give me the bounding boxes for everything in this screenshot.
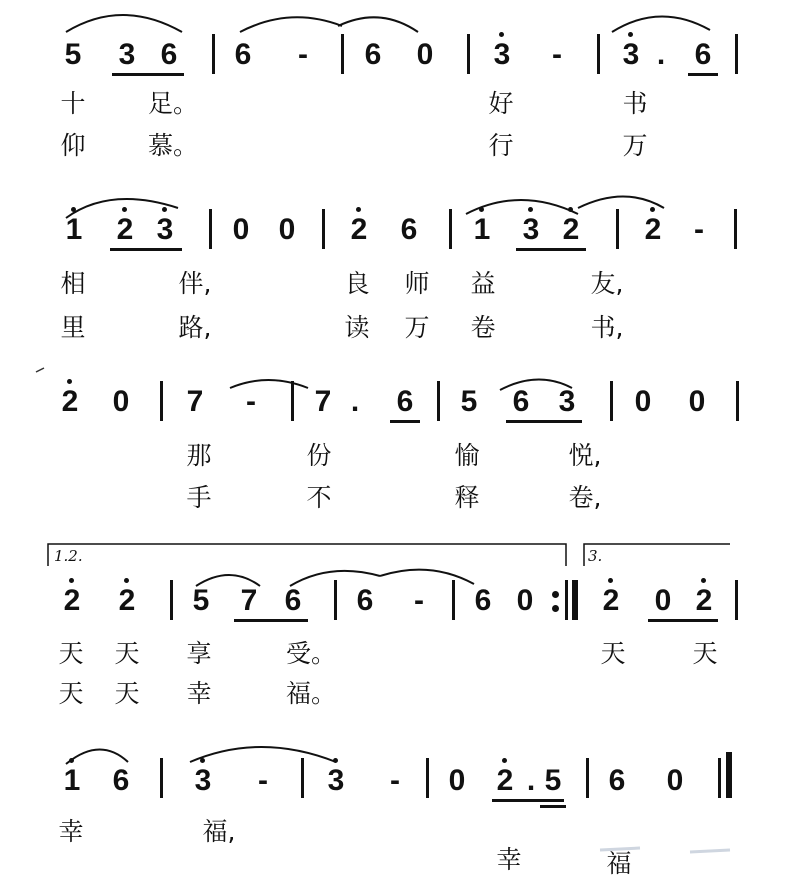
note: 3	[558, 385, 576, 418]
barline	[734, 209, 737, 249]
lyric: 那	[186, 441, 212, 470]
lyric: 天	[114, 679, 140, 708]
lyric: 幸	[186, 679, 212, 708]
note: 6	[608, 764, 626, 797]
note: 3	[194, 764, 212, 797]
barline	[616, 209, 619, 249]
note: -	[246, 385, 256, 418]
high-octave-dot	[333, 758, 338, 763]
lyric: 手	[186, 483, 212, 512]
lyric: 足。	[148, 89, 199, 118]
note: -	[258, 764, 268, 797]
note: 3	[118, 38, 136, 71]
barline	[426, 758, 429, 798]
barline	[735, 34, 738, 74]
barline	[341, 34, 344, 74]
lyric: 悦,	[568, 441, 602, 470]
barline	[334, 580, 337, 620]
note: 7	[186, 385, 204, 418]
note: 6	[160, 38, 178, 71]
lyric: 天	[58, 639, 84, 668]
note: 5	[460, 385, 478, 418]
high-octave-dot	[701, 578, 706, 583]
note: -	[298, 38, 308, 71]
note: 7	[240, 584, 258, 617]
note: 3	[522, 213, 540, 246]
high-octave-dot	[528, 207, 533, 212]
barline	[212, 34, 215, 74]
note: 0	[666, 764, 684, 797]
note: 3	[622, 38, 640, 71]
barline	[209, 209, 212, 249]
lyric: 书,	[590, 313, 624, 342]
volta-bracket-1	[48, 544, 566, 566]
lyric: 幸	[496, 845, 522, 874]
note: 6	[474, 584, 492, 617]
note: 6	[694, 38, 712, 71]
barline	[301, 758, 304, 798]
note: 1	[473, 213, 491, 246]
lyric: 福,	[202, 817, 236, 846]
note: 6	[234, 38, 252, 71]
note: 0	[654, 584, 672, 617]
tie-arc	[338, 17, 418, 32]
high-octave-dot	[200, 758, 205, 763]
underline	[516, 248, 586, 251]
note: 0	[416, 38, 434, 71]
high-octave-dot	[67, 379, 72, 384]
note: 6	[284, 584, 302, 617]
lyric: 卷,	[568, 483, 602, 512]
lyric: 愉	[454, 441, 480, 470]
high-octave-dot	[650, 207, 655, 212]
note: -	[694, 213, 704, 246]
lyric: 里	[60, 313, 86, 342]
note: 6	[112, 764, 130, 797]
dotted-note-mark: .	[526, 764, 536, 797]
barline	[586, 758, 589, 798]
high-octave-dot	[69, 758, 74, 763]
note: 0	[634, 385, 652, 418]
barline	[291, 381, 294, 421]
lyric: 仰	[60, 131, 86, 160]
tie-arc	[380, 570, 474, 584]
note: -	[390, 764, 400, 797]
lyric: 福	[606, 849, 632, 878]
note: 2	[350, 213, 368, 246]
note: 0	[112, 385, 130, 418]
underline	[112, 73, 184, 76]
high-octave-dot	[479, 207, 484, 212]
note: 5	[192, 584, 210, 617]
barline	[160, 758, 163, 798]
high-octave-dot	[502, 758, 507, 763]
lyric: 卷	[470, 313, 496, 342]
barline	[160, 381, 163, 421]
lyric: 幸	[58, 817, 84, 846]
barline	[467, 34, 470, 74]
note: 2	[118, 584, 136, 617]
lyric: 受。	[286, 639, 337, 668]
underline	[492, 799, 564, 802]
note: 2	[562, 213, 580, 246]
lyric: 益	[470, 269, 496, 298]
lyric: 十	[60, 89, 86, 118]
note: 1	[63, 764, 81, 797]
note: 0	[516, 584, 534, 617]
lyric: 师	[404, 269, 430, 298]
high-octave-dot	[71, 207, 76, 212]
barline	[452, 580, 455, 620]
underline	[648, 619, 718, 622]
barline	[322, 209, 325, 249]
high-octave-dot	[568, 207, 573, 212]
note: 0	[278, 213, 296, 246]
note: 6	[396, 385, 414, 418]
lyric: 福。	[286, 679, 337, 708]
volta-label-2: 3.	[588, 547, 603, 565]
note: 2	[602, 584, 620, 617]
lyric: 释	[454, 483, 480, 512]
underline	[234, 619, 308, 622]
high-octave-dot	[628, 32, 633, 37]
note: 6	[512, 385, 530, 418]
high-octave-dot	[124, 578, 129, 583]
note: 2	[695, 584, 713, 617]
note: 2	[61, 385, 79, 418]
lyric: 份	[306, 441, 332, 470]
barline	[736, 381, 739, 421]
underline	[540, 805, 566, 808]
slur-arc	[66, 15, 182, 32]
note: 0	[448, 764, 466, 797]
note: 6	[356, 584, 374, 617]
lyric: 友,	[590, 269, 624, 298]
underline	[506, 420, 582, 423]
lyric: 天	[114, 639, 140, 668]
high-octave-dot	[69, 578, 74, 583]
volta-bracket-2	[584, 544, 730, 566]
note: 2	[644, 213, 662, 246]
barline	[437, 381, 440, 421]
barline	[449, 209, 452, 249]
repeat-dot	[552, 591, 559, 598]
lyric: 良	[344, 269, 370, 298]
lyric: 万	[622, 131, 648, 160]
lyric: 相	[60, 269, 86, 298]
final-barline-thick	[726, 752, 732, 798]
note: 3	[493, 38, 511, 71]
barline	[735, 580, 738, 620]
dotted-note-mark: .	[350, 385, 360, 418]
note: 2	[116, 213, 134, 246]
lyric: 行	[488, 131, 514, 160]
underline	[390, 420, 420, 423]
lyric: 万	[404, 313, 430, 342]
note: 2	[496, 764, 514, 797]
note: 1	[65, 213, 83, 246]
high-octave-dot	[499, 32, 504, 37]
slur-arc	[66, 749, 128, 764]
note: -	[552, 38, 562, 71]
note: 3	[156, 213, 174, 246]
barline	[610, 381, 613, 421]
note: 7	[314, 385, 332, 418]
lyric: 天	[600, 639, 626, 668]
high-octave-dot	[356, 207, 361, 212]
lyric: 好	[488, 89, 514, 118]
barline	[597, 34, 600, 74]
note: 5	[64, 38, 82, 71]
lyric: 天	[692, 639, 718, 668]
note: 0	[688, 385, 706, 418]
lyric: 享	[186, 639, 212, 668]
barline	[170, 580, 173, 620]
dotted-note-mark: .	[656, 38, 666, 71]
final-barline-thin	[718, 758, 721, 798]
slur-arc	[612, 16, 710, 32]
lyric: 读	[344, 313, 370, 342]
volta-label-1: 1.2.	[54, 547, 83, 565]
repeat-dot	[552, 605, 559, 612]
lyric: 慕。	[148, 131, 199, 160]
underline	[110, 248, 182, 251]
underline	[688, 73, 718, 76]
lyric: 不	[306, 483, 332, 512]
note: 5	[544, 764, 562, 797]
tie-arc	[190, 747, 336, 762]
lyric: 伴,	[178, 269, 212, 298]
repeat-barline-thin	[565, 580, 568, 620]
high-octave-dot	[162, 207, 167, 212]
note: -	[414, 584, 424, 617]
high-octave-dot	[608, 578, 613, 583]
repeat-barline-thick	[572, 580, 578, 620]
lyric: 路,	[178, 313, 212, 342]
note: 6	[364, 38, 382, 71]
lyric: 天	[58, 679, 84, 708]
note: 0	[232, 213, 250, 246]
tie-arc	[240, 17, 342, 32]
note: 6	[400, 213, 418, 246]
note: 3	[327, 764, 345, 797]
high-octave-dot	[122, 207, 127, 212]
lyric: 书	[622, 89, 648, 118]
note: 2	[63, 584, 81, 617]
